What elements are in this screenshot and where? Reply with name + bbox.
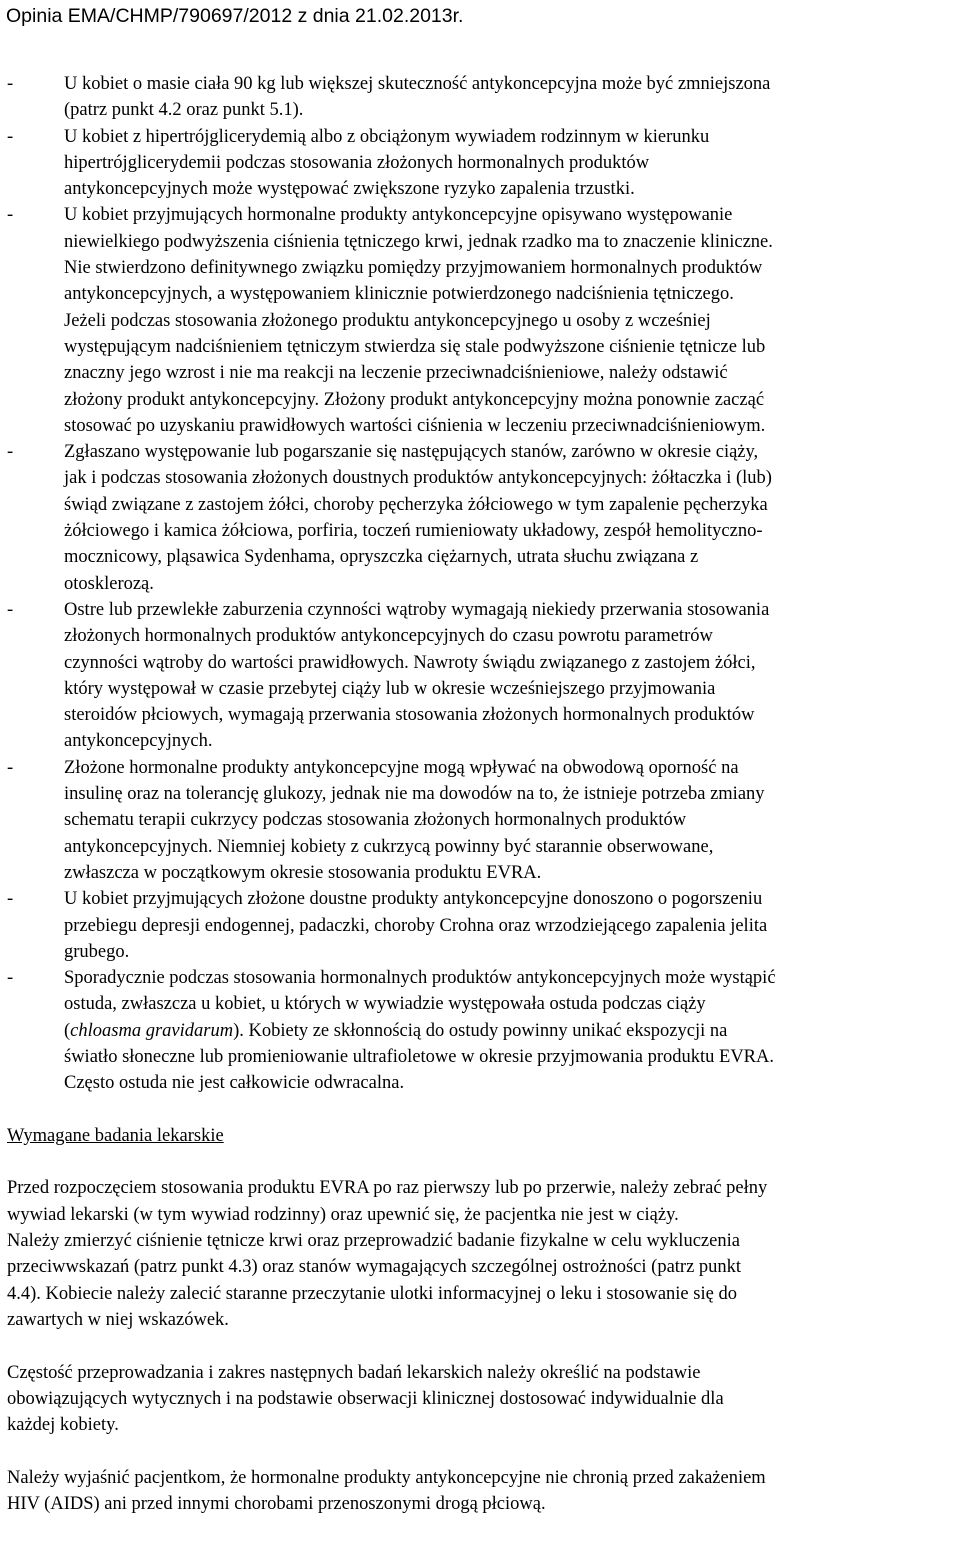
- paragraph-line: Należy zmierzyć ciśnienie tętnicze krwi oraz przeprowadzić badanie fizykalne w celu wykluczenia: [7, 1231, 740, 1252]
- paragraph: [7, 1360, 957, 1439]
- bullet-list: [7, 71, 957, 965]
- bullet-line: Ostre lub przewlekłe zaburzenia czynności wątroby wymagają niekiedy przerwania stosowania: [64, 599, 770, 620]
- bullet-line: U kobiet przyjmujących złożone doustne produkty antykoncepcyjne donoszono o pogorszeniu: [64, 889, 763, 910]
- bullet-line: Jeżeli podczas stosowania złożonego produktu antykoncepcyjnego u osoby z wcześniej: [64, 310, 711, 331]
- paragraph-line: wywiad lekarski (w tym wywiad rodzinny) oraz upewnić się, że pacjentka nie jest w ciąży.: [7, 1204, 679, 1225]
- bullet-item: [7, 597, 957, 755]
- paragraph-line: każdej kobiety.: [7, 1415, 119, 1436]
- bullet-item: [7, 886, 957, 965]
- paragraph-line: Częstość przeprowadzania i zakres następnych badań lekarskich należy określić na podstawie: [7, 1362, 701, 1383]
- bullet-item: [7, 124, 957, 203]
- bullet-line: [64, 1018, 957, 1044]
- paragraph-line: HIV (AIDS) ani przed innymi chorobami przenoszonymi drogą płciową.: [7, 1494, 546, 1515]
- bullet-line: złożonych hormonalnych produktów antykoncepcyjnych do czasu powrotu parametrów: [64, 626, 713, 647]
- latin-term: chloasma gravidarum: [70, 1020, 234, 1041]
- paragraph: [7, 1175, 957, 1333]
- paren-open: (: [64, 1020, 71, 1041]
- paragraph-line: zawartych w niej wskazówek.: [7, 1309, 229, 1330]
- bullet-line: przebiegu depresji endogennej, padaczki, choroby Crohna oraz wrzodziejącego zapalenia jelita: [64, 915, 768, 936]
- bullet-dash: -: [7, 205, 14, 226]
- paragraph-line: 4.4). Kobiecie należy zalecić staranne przeczytanie ulotki informacyjnej o leku i stosowanie się do: [7, 1283, 737, 1304]
- bullet-line: otosklerozą.: [64, 573, 154, 594]
- bullet-dash: -: [7, 442, 14, 463]
- bullet-line: stosować po uzyskaniu prawidłowych wartości ciśnienia w leczeniu przeciwnadciśnieniowym.: [64, 415, 766, 436]
- bullet-line: który występował w czasie przebytej ciąży lub w okresie wcześniejszego przyjmowania: [64, 678, 716, 699]
- paragraph-line: przeciwwskazań (patrz punkt 4.3) oraz stanów wymagających szczególnej ostrożności (patrz punkt: [7, 1257, 742, 1278]
- bullet-dash: -: [7, 757, 14, 778]
- bullet-line: antykoncepcyjnych. Niemniej kobiety z cukrzycą powinny być starannie obserwowane,: [64, 836, 714, 857]
- bullet-line: antykoncepcyjnych może występować zwiększone ryzyko zapalenia trzustki.: [64, 179, 635, 200]
- bullet-line: znaczny jego wzrost i nie ma reakcji na leczenie przeciwnadciśnieniowe, należy odstawić: [64, 363, 728, 384]
- bullet-dash: -: [7, 968, 14, 989]
- bullet-line: Nie stwierdzono definitywnego związku pomiędzy przyjmowaniem hormonalnych produktów: [64, 258, 763, 279]
- bullet-line: ostuda, zwłaszcza u kobiet, u których w wywiadzie występowała ostuda podczas ciąży: [64, 994, 706, 1015]
- bullet-line: Zgłaszano występowanie lub pogarszanie się następujących stanów, zarówno w okresie ciąży,: [64, 442, 759, 463]
- bullet-line: antykoncepcyjnych.: [64, 731, 213, 752]
- bullet-item: [7, 439, 957, 597]
- paragraph-line: obowiązujących wytycznych i na podstawie obserwacji klinicznej dostosować indywidualnie dla: [7, 1388, 724, 1409]
- bullet-line: insulinę oraz na tolerancję glukozy, jednak nie ma dowodów na to, że istnieje potrzeba zmiany: [64, 784, 765, 805]
- bullet-dash: -: [7, 599, 14, 620]
- bullet-line: U kobiet przyjmujących hormonalne produkty antykoncepcyjne opisywano występowanie: [64, 205, 733, 226]
- document-header: Opinia EMA/CHMP/790697/2012 z dnia 21.02.2013r.: [6, 5, 464, 27]
- bullet-line: Często ostuda nie jest całkowicie odwracalna.: [64, 1073, 405, 1094]
- bullet-line: schematu terapii cukrzycy podczas stosowania złożonych hormonalnych produktów: [64, 810, 687, 831]
- bullet-line: mocznicowy, pląsawica Sydenhama, opryszczka ciężarnych, utrata słuchu związana z: [64, 547, 699, 568]
- bullet-item: [7, 71, 957, 124]
- section-heading: Wymagane badania lekarskie: [7, 1125, 224, 1146]
- bullet-item: [7, 965, 957, 1096]
- bullet-line: żółciowego i kamica żółciowa, porfiria, toczeń rumieniowaty układowy, zespół hemolityczno-: [64, 521, 763, 542]
- line-rest: ). Kobiety ze skłonnością do ostudy powinny unikać ekspozycji na: [233, 1020, 728, 1041]
- bullet-line: steroidów płciowych, wymagają przerwania stosowania złożonych hormonalnych produktów: [64, 705, 755, 726]
- bullet-dash: -: [7, 126, 14, 147]
- bullet-line: czynności wątroby do wartości prawidłowych. Nawroty świądu związanego z zastojem żółci,: [64, 652, 756, 673]
- bullet-item: [7, 202, 957, 439]
- bullet-line: grubego.: [64, 941, 130, 962]
- bullet-line: świąd związane z zastojem żółci, choroby pęcherzyka żółciowego w tym zapalenie pęcherzyka: [64, 494, 768, 515]
- document-body: [7, 71, 957, 1517]
- bullet-line: niewielkiego podwyższenia ciśnienia tętniczego krwi, jednak rzadko ma to znaczenie kliniczne.: [64, 231, 773, 252]
- section-paragraphs: [7, 1175, 957, 1517]
- bullet-dash: -: [7, 889, 14, 910]
- bullet-item: [7, 755, 957, 886]
- bullet-dash: -: [7, 74, 14, 94]
- bullet-line: hipertrójglicerydemii podczas stosowania złożonych hormonalnych produktów: [64, 152, 650, 173]
- bullet-line: złożony produkt antykoncepcyjny. Złożony produkt antykoncepcyjny można ponownie zacząć: [64, 389, 765, 410]
- bullet-line: zwłaszcza w początkowym okresie stosowania produktu EVRA.: [64, 862, 542, 883]
- paragraph-line: Przed rozpoczęciem stosowania produktu EVRA po raz pierwszy lub po przerwie, należy zebrać pełny: [7, 1178, 768, 1199]
- paragraph-line: Należy wyjaśnić pacjentkom, że hormonalne produkty antykoncepcyjne nie chronią przed zakażeniem: [7, 1467, 766, 1488]
- bullet-line: (patrz punkt 4.2 oraz punkt 5.1).: [64, 100, 304, 121]
- bullet-line: Sporadycznie podczas stosowania hormonalnych produktów antykoncepcyjnych może wystąpić: [64, 968, 776, 989]
- bullet-line: światło słoneczne lub promieniowanie ultrafioletowe w okresie przyjmowania produktu EVRA.: [64, 1046, 775, 1067]
- bullet-line: występującym nadciśnieniem tętniczym stwierdza się stale podwyższone ciśnienie tętnicze lub: [64, 336, 766, 357]
- bullet-line: U kobiet o masie ciała 90 kg lub większej skuteczność antykoncepcyjna może być zmniejszona: [64, 74, 771, 94]
- paragraph: [7, 1465, 957, 1518]
- bullet-line: U kobiet z hipertrójglicerydemią albo z obciążonym wywiadem rodzinnym w kierunku: [64, 126, 710, 147]
- bullet-line: jak i podczas stosowania złożonych doustnych produktów antykoncepcyjnych: żółtaczka i (lub): [64, 468, 772, 489]
- bullet-line: antykoncepcyjnych, a występowaniem klinicznie potwierdzonego nadciśnienia tętniczego.: [64, 284, 734, 305]
- bullet-line: Złożone hormonalne produkty antykoncepcyjne mogą wpływać na obwodową oporność na: [64, 757, 739, 778]
